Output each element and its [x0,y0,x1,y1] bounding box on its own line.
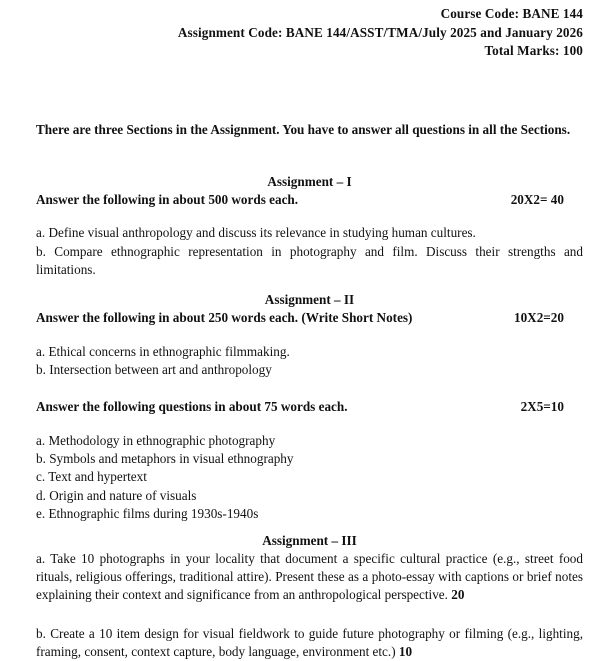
section-one-marks: 20X2= 40 [510,191,564,207]
course-code: Course Code: BANE 144 [440,6,583,21]
section-one-title: Assignment – I [267,173,352,189]
section-three-item-b [36,625,583,661]
spacer [36,605,583,625]
question-item: d. Origin and nature of visuals [36,487,197,503]
total-marks: Total Marks: 100 [484,43,583,59]
section-two-marks: 10X2=20 [513,309,564,325]
section-two-questions [36,343,583,379]
question-item: a. Methodology in ethnographic photography [36,432,276,448]
document-header [36,0,583,61]
section-three-title: Assignment – III [262,532,357,548]
question-item: b. Intersection between art and anthropology [36,361,272,377]
section-two-short-questions [36,432,583,523]
spacer [36,416,583,432]
section-three-item-b-text: b. Create a 10 item design for visual fieldwork to guide future photography or filming (e.g., lighting, framing, consent, context capture, body language, environment etc.) [36,625,583,660]
section-one-questions [36,224,583,279]
spacer [36,140,583,159]
spacer [36,159,583,173]
question-item: b. Symbols and metaphors in visual ethnography [36,451,294,467]
assignment-code: Assignment Code: BANE 144/ASST/TMA/July 2025 and January 2026 [177,24,583,40]
spacer [36,523,583,532]
question-item: c. Text and hypertext [36,469,147,485]
intro-instructions: There are three Sections in the Assignment. You have to answer all questions in all the Sections. [36,122,571,138]
question-item: a. Define visual anthropology and discuss its relevance in studying human cultures. [36,225,476,241]
section-one-instruction-row [36,191,583,209]
section-two-instruction: Answer the following in about 250 words each. (Write Short Notes) [36,309,413,325]
section-three-item-a-text: a. Take 10 photographs in your locality that document a specific cultural practice (e.g., street food rituals, religious offerings, traditional attire). Present these as a photo-essay with captions or brief notes explaining their context and significance from an anthropological perspective. [36,550,583,603]
section-one-instruction: Answer the following in about 500 words each. [36,191,299,207]
spacer [36,327,583,343]
question-item: e. Ethnographic films during 1930s-1940s [36,505,259,521]
section-three-item-a-marks: 20 [451,587,465,603]
spacer [36,61,583,88]
section-two-title: Assignment – II [264,291,355,307]
spacer [36,208,583,224]
question-item: b. Compare ethnographic representation in photography and film. Discuss their strengths and limitations. [36,243,583,277]
short-notes-marks: 2X5=10 [520,399,564,415]
section-two-short-instruction-row [36,398,583,416]
section-three-item-b-marks: 10 [398,644,413,660]
short-notes-instruction: Answer the following questions in about 75 words each. [36,399,348,415]
section-three-item-a [36,550,583,605]
question-item: a. Ethical concerns in ethnographic filmmaking. [36,343,290,359]
section-two-instruction-row [36,309,583,327]
spacer [36,279,583,291]
spacer [36,379,583,398]
